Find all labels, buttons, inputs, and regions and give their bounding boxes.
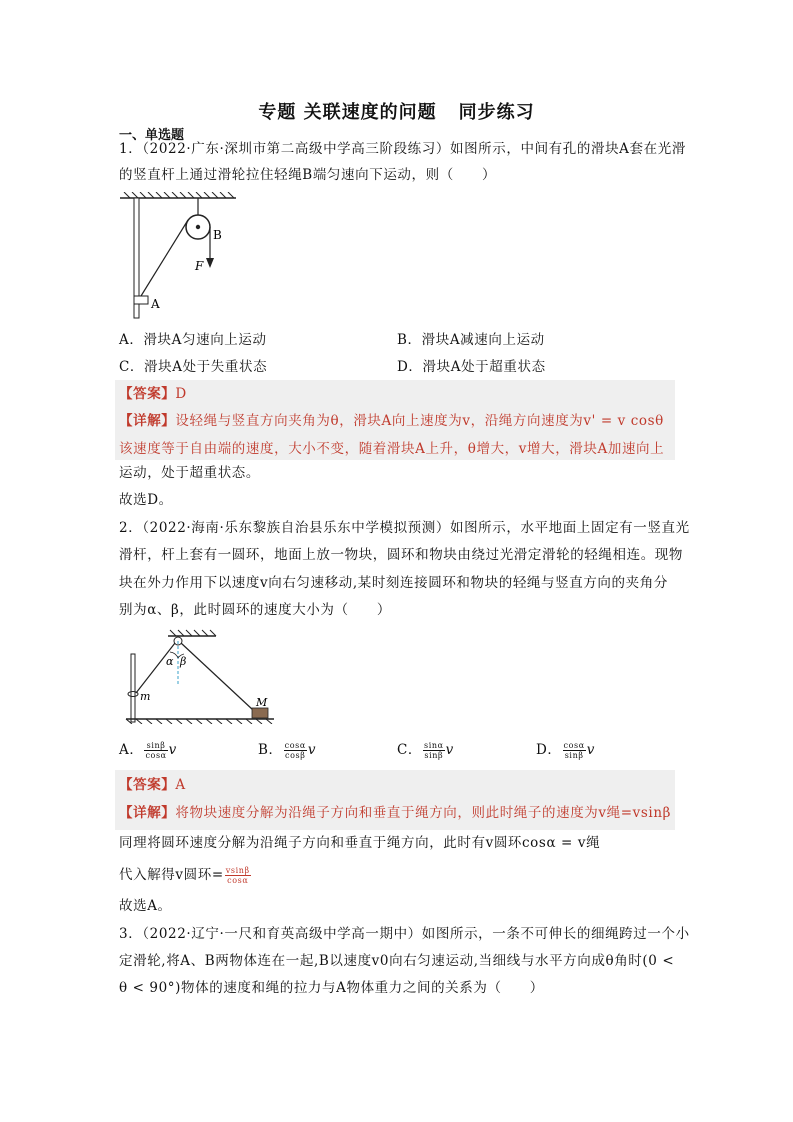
q1-option-a: A．滑块A匀速向上运动 bbox=[119, 332, 267, 348]
q3-stem-line1: 3．（2022·辽宁·一尺和育英高级中学高一期中）如图所示，一条不可伸长的细绳跨过一个小 bbox=[119, 926, 690, 942]
q2-option-a: A． $\frac{\sin\beta}{\cos\alpha}$ v bbox=[119, 741, 177, 760]
q1-answer bbox=[119, 382, 187, 402]
title-main: 专题 关联速度的问题 bbox=[258, 102, 437, 123]
q2-stem-line3: 块在外力作用下以速度v向右匀速移动,某时刻连接圆环和物块的轻绳与竖直方向的夹角分 bbox=[119, 575, 668, 591]
q2-detail-num: vsinβ bbox=[225, 866, 250, 875]
q1-label-b: B bbox=[213, 228, 222, 242]
q2-detail-line1 bbox=[119, 801, 671, 821]
q2-conclusion: 故选A。 bbox=[119, 898, 172, 914]
q3-stem-line2: 定滑轮,将A、B两物体连在一起,B以速度v0向右匀速运动,当细线与水平方向成θ角时(0 < bbox=[119, 953, 675, 969]
q2-answer-label: 【答案】 bbox=[119, 777, 176, 793]
q2-option-c-den: sinβ bbox=[424, 751, 444, 760]
q1-option-b: B．滑块A减速向上运动 bbox=[397, 332, 545, 348]
q2-detail-line2: 同理将圆环速度分解为沿绳子方向和垂直于绳方向，此时有v圆环cosα = v绳 bbox=[119, 835, 601, 851]
title-sub: 同步练习 bbox=[458, 102, 535, 123]
q2-stem-line2: 滑杆，杆上套有一圆环，地面上放一物块，圆环和物块由绕过光滑定滑轮的轻绳相连。现物 bbox=[119, 547, 683, 563]
q1-label-a: A bbox=[151, 297, 160, 311]
q2-option-d-den: sinβ bbox=[564, 751, 584, 760]
q1-figure bbox=[118, 192, 248, 322]
q2-option-a-num: sinβ bbox=[144, 741, 167, 751]
q1-stem-line1: 1．（2022·广东·深圳市第二高级中学高三阶段练习）如图所示，中间有孔的滑块A套在光滑 bbox=[119, 141, 686, 157]
q2-label-alpha: α bbox=[166, 655, 174, 668]
q2-option-b-den: cosβ bbox=[285, 751, 306, 760]
q1-detail-label: 【详解】 bbox=[119, 413, 176, 429]
q2-detail-text1: 将物块速度分解为沿绳子方向和垂直于绳方向，则此时绳子的速度为v绳=vsinβ bbox=[175, 805, 672, 821]
q1-answer-value: D bbox=[175, 386, 187, 402]
q1-answer-label: 【答案】 bbox=[119, 386, 176, 402]
q2-label-big-m: M bbox=[256, 696, 268, 709]
q2-option-d: D． $\frac{\cos\alpha}{\sin\beta}$ v bbox=[536, 741, 595, 760]
q2-answer bbox=[119, 773, 186, 793]
q2-answer-box bbox=[115, 770, 675, 830]
q2-option-b: B． $\frac{\cos\alpha}{\cos\beta}$ v bbox=[258, 741, 317, 760]
q1-stem-line2: 的竖直杆上通过滑轮拉住轻绳B端匀速向下运动，则（ ） bbox=[119, 167, 497, 183]
q2-stem-line1: 2．（2022·海南·乐东黎族自治县乐东中学模拟预测）如图所示，水平地面上固定有一竖直光 bbox=[119, 520, 690, 536]
q2-option-a-den: cosα bbox=[145, 751, 167, 760]
section-heading: 一、单选题 bbox=[119, 128, 185, 143]
q2-detail-label: 【详解】 bbox=[119, 805, 176, 821]
q1-option-d: D．滑块A处于超重状态 bbox=[397, 359, 546, 375]
q1-conclusion: 故选D。 bbox=[119, 492, 173, 508]
q2-option-d-num: cosα bbox=[563, 741, 585, 750]
q2-figure bbox=[118, 628, 278, 724]
q2-option-b-num: cosα bbox=[284, 741, 306, 750]
q3-stem-line3: θ < 90°)物体的速度和绳的拉力与A物体重力之间的关系为（ ） bbox=[119, 980, 544, 996]
q2-stem-line4: 别为α、β，此时圆环的速度大小为（ ） bbox=[119, 602, 391, 618]
q1-label-f: F bbox=[195, 259, 204, 273]
q2-detail-den: cosα bbox=[227, 876, 249, 885]
q1-option-c: C．滑块A处于失重状态 bbox=[119, 359, 268, 375]
q2-option-c: C． $\frac{\sin\alpha}{\sin\beta}$ v bbox=[397, 741, 454, 760]
q2-label-beta: β bbox=[180, 655, 187, 668]
q1-detail-line3: 运动，处于超重状态。 bbox=[119, 465, 260, 481]
q1-detail-line1 bbox=[119, 409, 664, 429]
page-title bbox=[0, 98, 793, 124]
q1-detail-text1: 设轻绳与竖直方向夹角为θ，滑块A向上速度为v，沿绳方向速度为v' = v cosθ bbox=[175, 413, 664, 429]
q2-label-m: m bbox=[140, 690, 151, 703]
q2-option-c-num: sinα bbox=[424, 741, 444, 750]
q2-detail-line3: 代入解得v圆环= $\frac{vsin\beta}{\cos\alpha}$ bbox=[119, 866, 250, 885]
q1-detail-line2: 该速度等于自由端的速度，大小不变，随着滑块A上升，θ增大，v增大，滑块A加速向上 bbox=[119, 441, 665, 457]
q2-answer-value: A bbox=[175, 777, 186, 793]
